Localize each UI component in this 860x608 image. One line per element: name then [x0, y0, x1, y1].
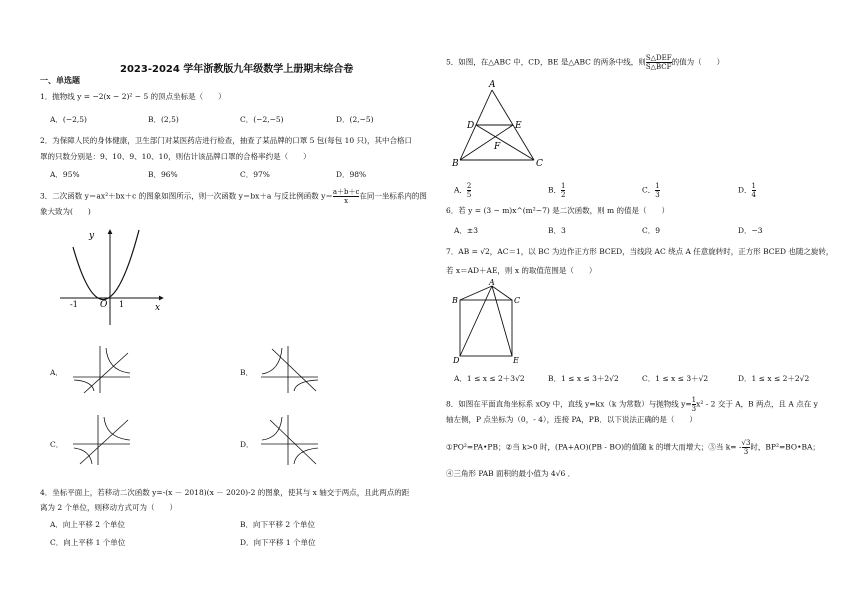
q2-stem-line1: 2．为保障人民的身体健康，卫生部门对某医药店进行检查，抽查了某品牌的口罩 5 包(每包 10 只)，其中合格口 — [40, 136, 412, 145]
q8-stem-part-a: 8．如图在平面直角坐标系 xOy 中，直线 y=kx（k 为常数）与抛物线 y= — [446, 399, 692, 409]
origin-label: O — [100, 300, 108, 310]
q3-graph-d[interactable] — [258, 412, 323, 467]
q1-option-a[interactable]: A．(−2,5) — [50, 115, 87, 124]
parabola-curve — [73, 230, 139, 300]
svg-text:C: C — [514, 296, 521, 305]
q1-stem: 1．抛物线 y = −2(x − 2)² − 5 的顶点坐标是（ ） — [40, 92, 226, 101]
q7-stem-line1: 7．AB = √2，AC＝1，以 BC 为边作正方形 BCED，当线段 AC 绕点 A 任意旋转时，正方形 BCED 也随之旋转， — [446, 247, 834, 256]
q7-option-a[interactable]: A．1 ≤ x ≤ 2＋3√2 — [454, 374, 525, 383]
q4-stem-line1: 4．坐标平面上，若移动二次函数 y=-(x － 2018)(x － 2020)-2 的图象，使其与 x 轴交于两点，且此两点的距 — [40, 488, 410, 497]
q3-parabola-figure — [55, 225, 170, 330]
q1-option-c[interactable]: C．(−2,−5) — [240, 115, 284, 124]
q2-option-b[interactable]: B．96% — [148, 170, 178, 179]
q6-option-a[interactable]: A．±3 — [454, 226, 478, 235]
tick-one: 1 — [119, 300, 125, 309]
q3-stem-line2: 象大致为( ) — [40, 207, 91, 216]
q4-option-b[interactable]: B．向下平移 2 个单位 — [240, 520, 316, 529]
svg-text:D: D — [467, 121, 475, 131]
q5-frac-num: S△DEF — [645, 54, 672, 62]
section-heading: 一、单选题 — [40, 76, 80, 85]
q3-frac-num: a＋b＋c — [332, 188, 360, 196]
q4-stem-line2: 离为 2 个单位，则移动方式可为（ ） — [40, 503, 178, 512]
q5-triangle-figure — [452, 78, 552, 170]
svg-text:A: A — [489, 80, 496, 90]
q8-statements-line1: ①PO²=PA•PB；②当 k>0 时，(PA+AO)(PB - BO)的值随 k 的增大而增大；③当 k= - $\frac{√3}{3}$ 时，BP²=BO•BA； — [446, 439, 820, 456]
svg-text:A: A — [489, 278, 495, 287]
q3-fraction — [333, 188, 360, 205]
svg-text:E: E — [515, 121, 522, 131]
q3-stem-part-b: 在同一坐标系内的图 — [359, 191, 427, 201]
q3-frac-den: x — [344, 197, 349, 205]
q7-option-b[interactable]: B．1 ≤ x ≤ 3＋2√2 — [548, 374, 619, 383]
q3-graph-a[interactable] — [70, 343, 135, 395]
q4-option-d[interactable]: D．向下平移 1 个单位 — [240, 538, 316, 547]
q3-stem-line1 — [40, 188, 427, 205]
q5-option-c[interactable]: C． $\frac{1}{3}$ — [642, 182, 660, 199]
q5-option-a[interactable]: A． $\frac{2}{5}$ — [454, 182, 472, 199]
q1-option-b[interactable]: B．(2,5) — [148, 115, 179, 124]
q3-graph-b[interactable] — [258, 343, 323, 395]
q8-stem-line2: 轴左侧，P 点坐标为（0，- 4），连接 PA，PB．以下说法正确的是（ ） — [446, 415, 697, 424]
page-title: 2023-2024 学年浙教版九年级数学上册期末综合卷 — [120, 64, 354, 75]
svg-text:D: D — [453, 356, 460, 365]
svg-text:B: B — [452, 296, 458, 305]
q1-option-d[interactable]: D．(2,−5) — [336, 115, 374, 124]
q5-frac-den: S△BCF — [645, 63, 672, 71]
q7-square-figure — [452, 280, 522, 364]
q6-option-c[interactable]: C．9 — [642, 226, 661, 235]
q8-stem-part-b: x² - 2 交于 A，B 两点，且 A 点在 y — [696, 399, 818, 409]
q3-stem-part-a: 3．二次函数 y＝ax²＋bx＋c 的图象如图所示，则一次函数 y＝bx＋a 与反比例函数 y＝ — [40, 191, 333, 201]
q3-option-c[interactable]: C． — [50, 440, 64, 449]
q5-stem — [446, 54, 724, 71]
q8-statements-line2: ④三角形 PAB 面积的最小值为 4√6 ． — [446, 469, 576, 478]
svg-text:E: E — [513, 356, 519, 365]
svg-text:B: B — [452, 159, 459, 169]
q5-fraction — [646, 54, 672, 71]
q5-option-d[interactable]: D． $\frac{1}{4}$ — [738, 182, 756, 199]
q8-fraction-2: $\frac{√3}{3}$ — [741, 439, 751, 456]
q2-option-a[interactable]: A．95% — [50, 170, 80, 179]
q5-stem-part-b: 的值为（ ） — [671, 57, 725, 67]
q4-option-c[interactable]: C．向上平移 1 个单位 — [50, 538, 126, 547]
q8-fraction-1: $\frac{1}{3}$ — [691, 396, 697, 413]
q4-option-a[interactable]: A．向上平移 2 个单位 — [50, 520, 125, 529]
q5-option-b[interactable]: B． $\frac{1}{2}$ — [548, 182, 566, 199]
q6-stem: 6．若 y = (3 − m)x^(m²−7) 是二次函数，则 m 的值是（ ） — [446, 206, 670, 215]
q6-option-b[interactable]: B．3 — [548, 226, 566, 235]
q8-stem-line1 — [446, 396, 818, 413]
svg-text:F: F — [494, 142, 501, 152]
svg-text:C: C — [536, 159, 543, 169]
q3-option-a[interactable]: A． — [50, 368, 63, 377]
x-axis-label: x — [155, 303, 161, 313]
q7-stem-line2: 若 x＝AD＋AE，则 x 的取值范围是（ ） — [446, 266, 597, 275]
q5-stem-part-a: 5．如图，在△ABC 中，CD，BE 是△ABC 的两条中线，则 — [446, 57, 646, 67]
q7-option-d[interactable]: D．1 ≤ x ≤ 2＋2√2 — [738, 374, 810, 383]
q3-graph-c[interactable] — [70, 412, 135, 467]
q2-option-d[interactable]: D．98% — [336, 170, 367, 179]
tick-minus-one: -1 — [70, 300, 78, 309]
q3-option-d[interactable]: D． — [240, 440, 254, 449]
q6-option-d[interactable]: D．−3 — [738, 226, 763, 235]
q2-stem-line2: 罩的只数分别是：9、10、9、10、10，则估计该品牌口罩的合格率约是（ ） — [40, 152, 311, 161]
y-axis-label: y — [89, 231, 95, 241]
q7-option-c[interactable]: C．1 ≤ x ≤ 3＋√2 — [642, 374, 709, 383]
q3-option-b[interactable]: B． — [240, 368, 254, 377]
q2-option-c[interactable]: C．97% — [240, 170, 270, 179]
